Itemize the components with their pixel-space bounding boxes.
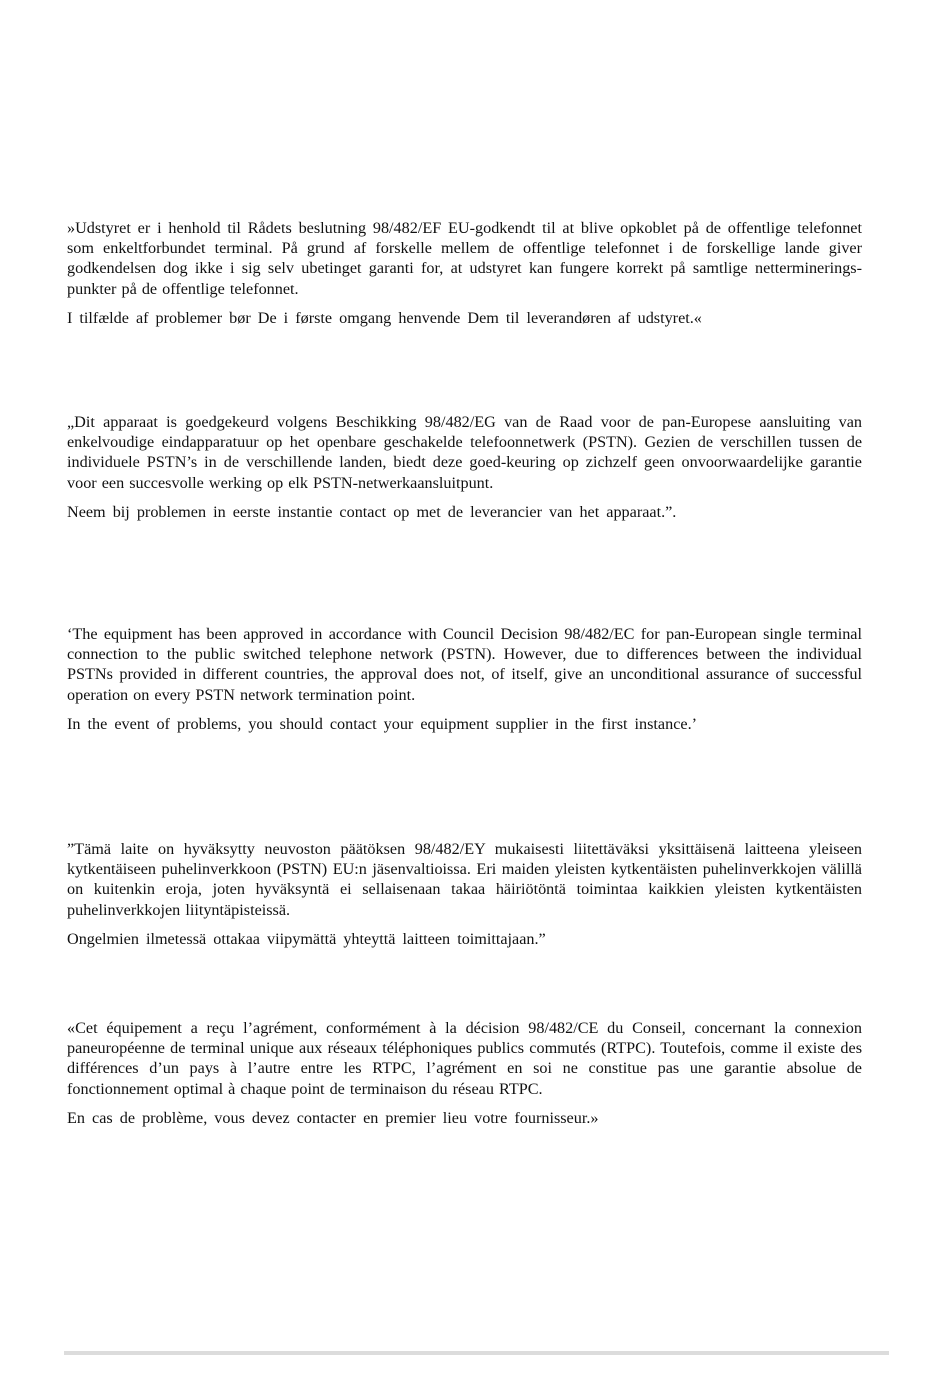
declaration-text: ”Tämä laite on hyväksytty neuvoston päätöksen 98/482/EY mukaisesti liitettäväksi yksittäisenä laitteena yleiseen kytkentäiseen puhelinverkkoon (PSTN) EU:n jäsenvaltioissa. Eri maiden yleisten kytkentäisten puhelinverkkojen välillä on kuitenkin eroja, joten hyväksyntä ei sellaisenaan takaa häiriötöntä toimintaa kaikkien yleisten kytkentäisten puhelinverkkojen liityntäpisteissä. [67, 840, 862, 919]
declaration-text: „Dit apparaat is goedgekeurd volgens Beschikking 98/482/EG van de Raad voor de pan-Europese aansluiting van enkelvoudige eindapparatuur op het openbare geschakelde telefoonnetwerk (PSTN). Gezien de verschillen tussen de individuele PSTN’s in de verschillende landen, biedt deze goed-keuring op zichzelf geen onvoorwaardelijke garantie voor een succesvolle werking op elk PSTN-netwerkaansluitpunt. [67, 413, 862, 492]
declaration-note: Neem bij problemen in eerste instantie contact op met de leverancier van het apparaat.”. [67, 502, 677, 521]
declaration-english [67, 624, 862, 734]
declaration-text: «Cet équipement a reçu l’agrément, conformément à la décision 98/482/CE du Conseil, concernant la connexion paneuropéenne de terminal unique aux réseaux téléphoniques publics commutés (RTPC). Toutefois, comme il existe des différences d’un pays à l’autre entre les RTPC, l’agrément en soi ne constitue pas une garantie absolue de fonctionnement optimal à chaque point de terminaison du réseau RTPC. [67, 1019, 862, 1098]
declaration-text: »Udstyret er i henhold til Rådets beslutning 98/482/EF EU-godkendt til at blive opkoblet på de offentlige telefonnet som enkeltforbundet terminal. På grund af forskelle mellem de offentlige telefonnet i de forskellige lande giver godkendelsen dog ikke i sig selv ubetinget garanti for, at udstyret kan fungere korrekt på samtlige nettermineringspunkter på de offentlige telefonnet. [67, 219, 862, 298]
declaration-danish [67, 218, 862, 328]
declaration-note: I tilfælde af problemer bør De i første omgang henvende Dem til leverandøren af udstyret.« [67, 308, 702, 327]
declaration-text: ‘The equipment has been approved in accordance with Council Decision 98/482/EC for pan-European single terminal connection to the public switched telephone network (PSTN). However, due to differences between the individual PSTNs provided in different countries, the approval does not, of itself, give an unconditional assurance of successful operation on every PSTN network termination point. [67, 625, 862, 704]
footer-divider [64, 1351, 889, 1355]
declaration-note: En cas de problème, vous devez contacter en premier lieu votre fournisseur.» [67, 1108, 599, 1127]
declaration-dutch [67, 412, 862, 522]
declaration-note: In the event of problems, you should contact your equipment supplier in the first instance.’ [67, 714, 698, 733]
declaration-finnish [67, 839, 862, 949]
declaration-french [67, 1018, 862, 1128]
declaration-note: Ongelmien ilmetessä ottakaa viipymättä yhteyttä laitteen toimittajaan.” [67, 929, 546, 948]
